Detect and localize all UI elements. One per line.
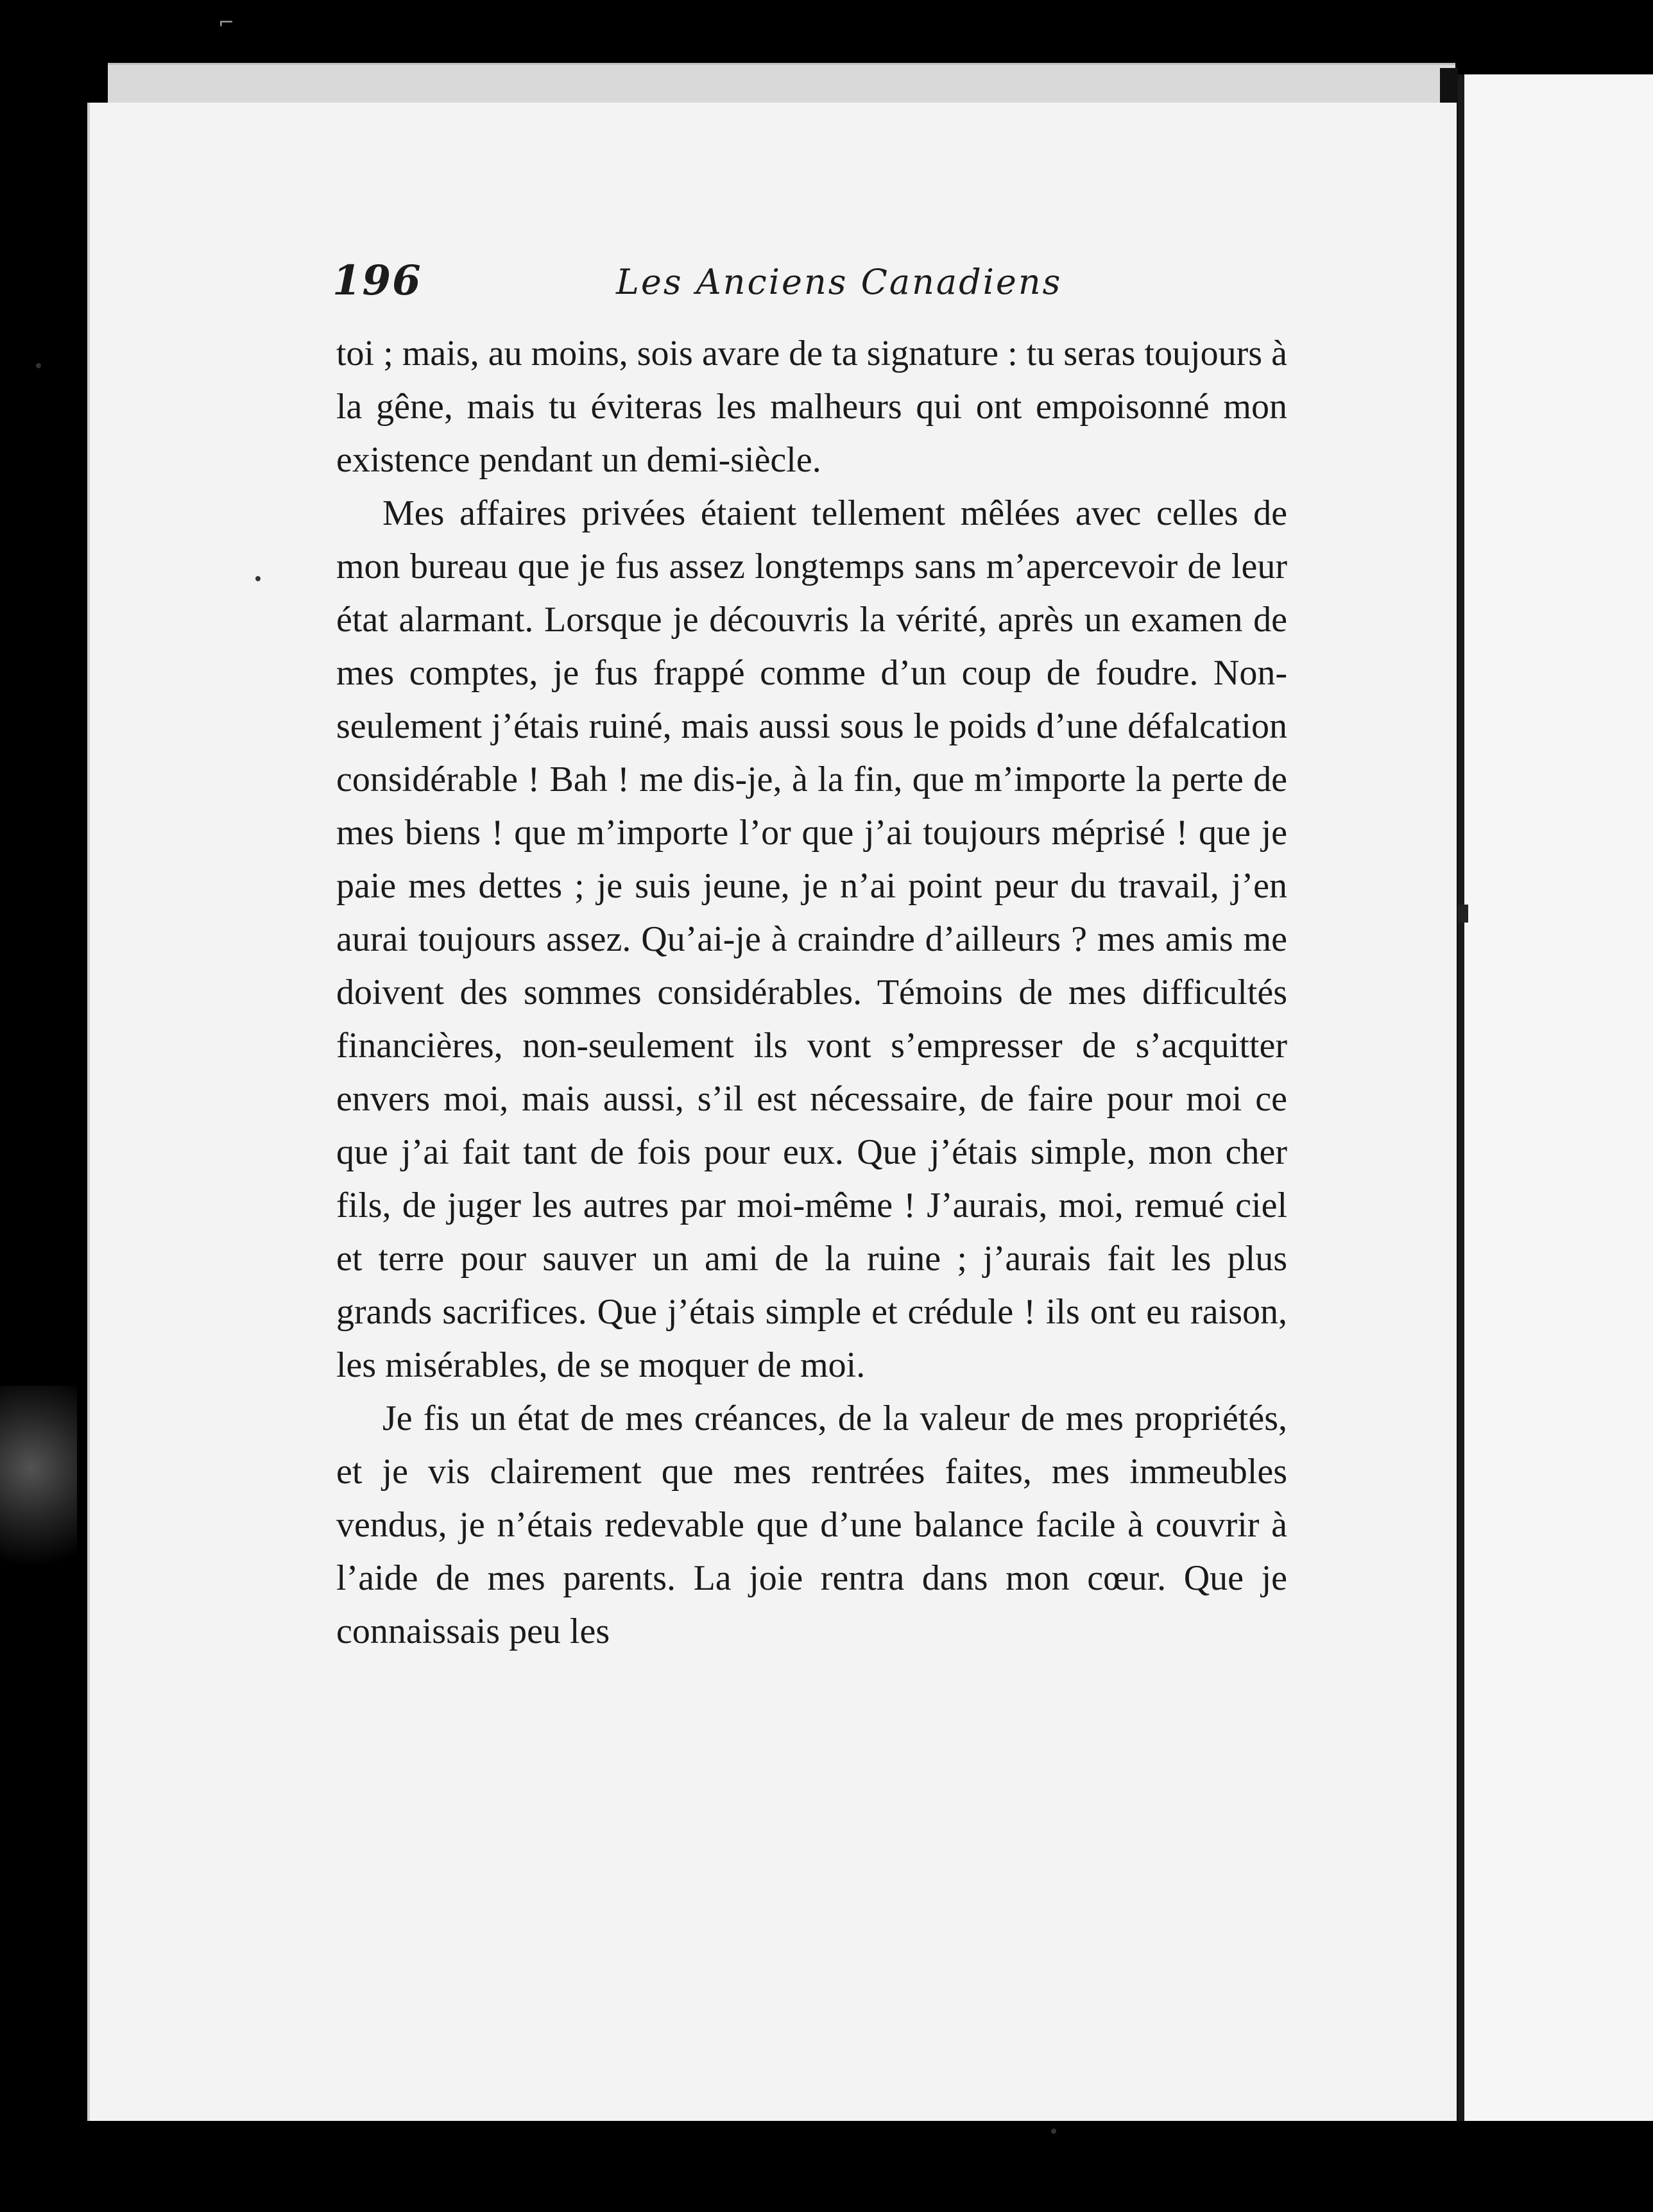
scan-edge-debris (0, 1386, 77, 1591)
facing-page-mark (1458, 905, 1468, 923)
paragraph: toi ; mais, au moins, sois avare de ta signature : tu seras toujours à la gêne, mais tu éviteras les malheurs qui ont empoisonné mon existence pendant un demi-siècle. (336, 334, 1287, 480)
paragraph: Mes affaires privées étaient tellement mêlées avec celles de mon bureau que je fus assez longtemps sans m’apercevoir de leur état alarmant. Lorsque je découvris la vérité, après un examen de mes comptes, je fus frappé comme d’un coup de foudre. Non-seulement j’étais ruiné, mais aussi sous le poids d’une défalcation considérable ! Bah ! me dis-je, à la fin, que m’importe la perte de mes biens ! que m’importe l’or que j’ai toujours méprisé ! que je paie mes dettes ; je suis jeune, je n’ai point peur du travail, j’en aurai toujours assez. Qu’ai-je à craindre d’ailleurs ? mes amis me doivent des sommes considérables. Témoins de mes difficultés financières, non-seulement ils vont s’empresser de s’acquitter envers moi, mais aussi, s’il est nécessaire, de faire pour moi ce que j’ai fait tant de fois pour eux. Que j’étais simple, mon cher fils, de juger les autres par moi-même ! J’aurais, moi, remué ciel et terre pour sauver un ami de la ruine ; j’aurais fait les plus grands sacrifices. Que j’étais simple et crédule ! ils ont eu raison, les misérables, de se moquer de moi. (336, 493, 1287, 1385)
scan-speck (1051, 2129, 1056, 2134)
page-number: 196 (332, 257, 422, 305)
paragraph: Je fis un état de mes créances, de la valeur de mes propriétés, et je vis clairement que mes rentrées faites, mes immeubles vendus, je n’étais redevable que d’une balance facile à couvrir à l’aide de mes parents. La joie rentra dans mon cœur. Que je connaissais peu les (336, 1399, 1287, 1651)
running-title: Les Anciens Canadiens (616, 262, 1063, 302)
scan-speck (36, 363, 41, 368)
scan-corner-mark: ⌐ (218, 12, 235, 34)
facing-page-edge (1458, 74, 1653, 2121)
page-body-text (336, 327, 1287, 1658)
page-header (332, 257, 1295, 314)
scan-speck (255, 576, 261, 581)
